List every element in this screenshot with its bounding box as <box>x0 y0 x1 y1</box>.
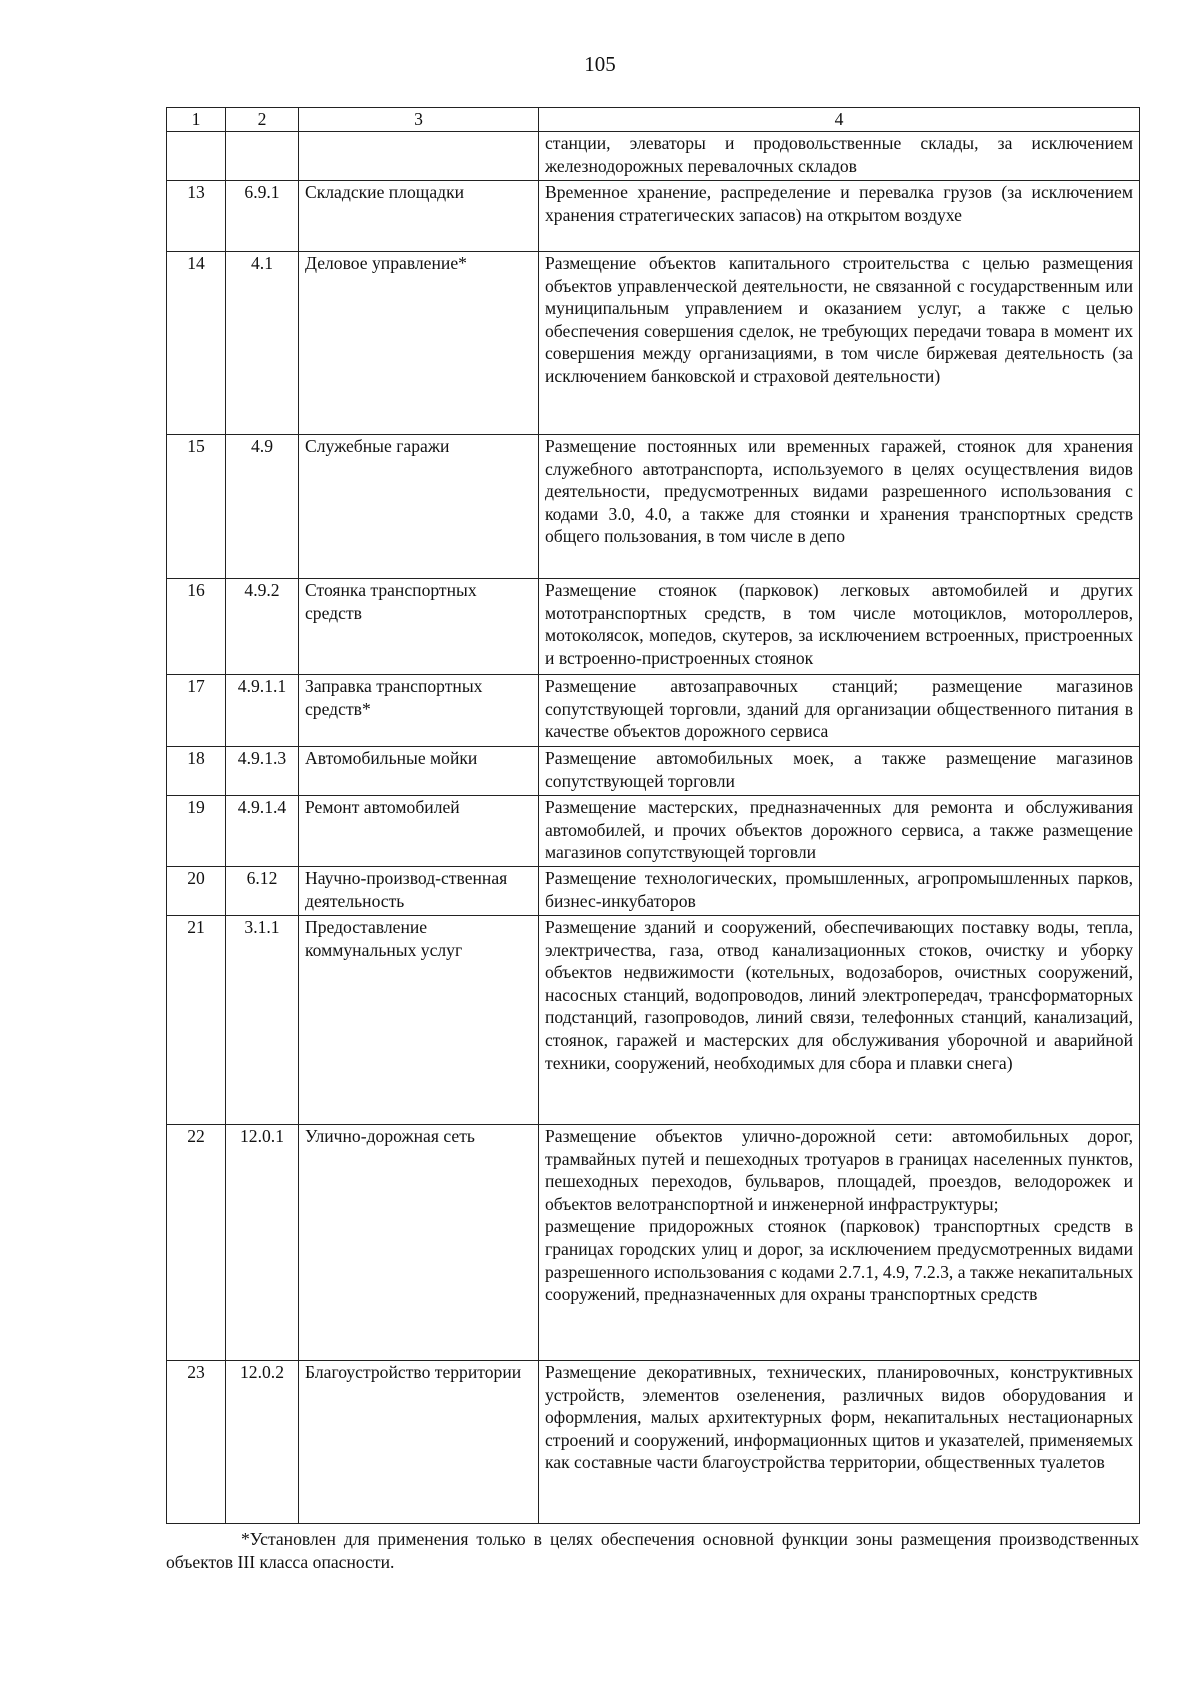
use-description <box>539 1125 1140 1361</box>
table-row <box>167 916 1140 1125</box>
table-row <box>167 796 1140 867</box>
table-row <box>167 252 1140 435</box>
table-row <box>167 132 1140 181</box>
use-code: 4.9.2 <box>226 579 299 675</box>
use-name: Предоставление коммунальных услуг <box>299 916 539 1125</box>
table-row <box>167 675 1140 747</box>
use-code <box>226 132 299 181</box>
use-description: Размещение автозаправочных станций; размещение магазинов сопутствующей торговли, зданий для организации общественного питания в качестве объектов дорожного сервиса <box>539 675 1140 747</box>
row-number: 21 <box>167 916 226 1125</box>
row-number: 18 <box>167 747 226 796</box>
description-paragraph: Размещение объектов улично-дорожной сети: автомобильных дорог, трамвайных путей и пешеходных тротуаров в границах населенных пунктов, пешеходных переходов, бульваров, площадей, проездов, велодорожек и объектов велотранспортной и инженерной инфраструктуры; <box>545 1126 1133 1214</box>
row-number: 20 <box>167 867 226 916</box>
use-name: Заправка транспортных средств* <box>299 675 539 747</box>
use-name: Улично-дорожная сеть <box>299 1125 539 1361</box>
footnote: *Установлен для применения только в целях обеспечения основной функции зоны размещения производственных объектов III класса опасности. <box>166 1529 1139 1572</box>
use-name <box>299 132 539 181</box>
use-description: Размещение технологических, промышленных, агропромышленных парков, бизнес-инкубаторов <box>539 867 1140 916</box>
table-header-row <box>167 108 1140 132</box>
use-name: Благоустройство территории <box>299 1361 539 1524</box>
table-row <box>167 867 1140 916</box>
row-number: 19 <box>167 796 226 867</box>
row-number: 17 <box>167 675 226 747</box>
table-row <box>167 1361 1140 1524</box>
row-number: 23 <box>167 1361 226 1524</box>
use-name: Стоянка транспортных средств <box>299 579 539 675</box>
use-description: Временное хранение, распределение и перевалка грузов (за исключением хранения стратегических запасов) на открытом воздухе <box>539 181 1140 252</box>
use-description: Размещение декоративных, технических, планировочных, конструктивных устройств, элементов озеленения, различных видов оборудования и оформления, малых архитектурных форм, некапитальных нестационарных строений и сооружений, информационных щитов и указателей, применяемых как составные части благоустройства территории, общественных туалетов <box>539 1361 1140 1524</box>
use-code: 4.1 <box>226 252 299 435</box>
row-number: 16 <box>167 579 226 675</box>
use-code: 4.9.1.3 <box>226 747 299 796</box>
use-name: Научно-производ-ственная деятельность <box>299 867 539 916</box>
use-name: Ремонт автомобилей <box>299 796 539 867</box>
use-code: 4.9 <box>226 435 299 579</box>
use-code: 6.9.1 <box>226 181 299 252</box>
land-use-table <box>166 107 1140 1524</box>
column-header: 4 <box>539 108 1140 132</box>
use-description: Размещение мастерских, предназначенных для ремонта и обслуживания автомобилей, и прочих объектов дорожного сервиса, а также размещение магазинов сопутствующей торговли <box>539 796 1140 867</box>
table-row <box>167 1125 1140 1361</box>
use-description: Размещение постоянных или временных гаражей, стоянок для хранения служебного автотранспорта, используемого в целях осуществления видов деятельности, предусмотренных видами разрешенного использования с кодами 3.0, 4.0, а также для стоянки и хранения транспортных средств общего пользования, в том числе в депо <box>539 435 1140 579</box>
row-number <box>167 132 226 181</box>
use-description: Размещение автомобильных моек, а также размещение магазинов сопутствующей торговли <box>539 747 1140 796</box>
use-name: Автомобильные мойки <box>299 747 539 796</box>
page-number: 105 <box>584 52 616 76</box>
use-description: Размещение объектов капитального строительства с целью размещения объектов управленческой деятельности, не связанной с государственным или муниципальным управлением и оказанием услуг, а также с целью обеспечения совершения сделок, не требующих передачи товара в момент их совершения между организациями, в том числе биржевая деятельность (за исключением банковской и страховой деятельности) <box>539 252 1140 435</box>
table-row <box>167 181 1140 252</box>
use-description: Размещение зданий и сооружений, обеспечивающих поставку воды, тепла, электричества, газа, отвод канализационных стоков, очистку и уборку объектов недвижимости (котельных, водозаборов, очистных сооружений, насосных станций, водопроводов, линий электропередач, трансформаторных подстанций, газопроводов, линий связи, телефонных станций, канализаций, стоянок, гаражей и мастерских для обслуживания уборочной и аварийной техники, сооружений, необходимых для сбора и плавки снега) <box>539 916 1140 1125</box>
use-code: 3.1.1 <box>226 916 299 1125</box>
use-name: Складские площадки <box>299 181 539 252</box>
row-number: 15 <box>167 435 226 579</box>
column-header: 1 <box>167 108 226 132</box>
description-paragraph: размещение придорожных стоянок (парковок) транспортных средств в границах городских улиц и дорог, за исключением предусмотренных видами разрешенного использования с кодами 2.7.1, 4.9, 7.2.3, а также некапитальных сооружений, предназначенных для охраны транспортных средств <box>545 1216 1133 1305</box>
use-code: 4.9.1.1 <box>226 675 299 747</box>
use-description: Размещение стоянок (парковок) легковых автомобилей и других мототранспортных средств, в том числе мотоциклов, мотороллеров, мотоколясок, мопедов, скутеров, за исключением встроенных, пристроенных и встроенно-пристроенных стоянок <box>539 579 1140 675</box>
use-code: 12.0.1 <box>226 1125 299 1361</box>
column-header: 3 <box>299 108 539 132</box>
table-row <box>167 579 1140 675</box>
row-number: 22 <box>167 1125 226 1361</box>
row-number: 14 <box>167 252 226 435</box>
row-number: 13 <box>167 181 226 252</box>
use-code: 6.12 <box>226 867 299 916</box>
use-description: станции, элеваторы и продовольственные склады, за исключением железнодорожных перевалочных складов <box>539 132 1140 181</box>
column-header: 2 <box>226 108 299 132</box>
table-row <box>167 435 1140 579</box>
use-name: Служебные гаражи <box>299 435 539 579</box>
use-code: 12.0.2 <box>226 1361 299 1524</box>
use-code: 4.9.1.4 <box>226 796 299 867</box>
table-row <box>167 747 1140 796</box>
use-name: Деловое управление* <box>299 252 539 435</box>
